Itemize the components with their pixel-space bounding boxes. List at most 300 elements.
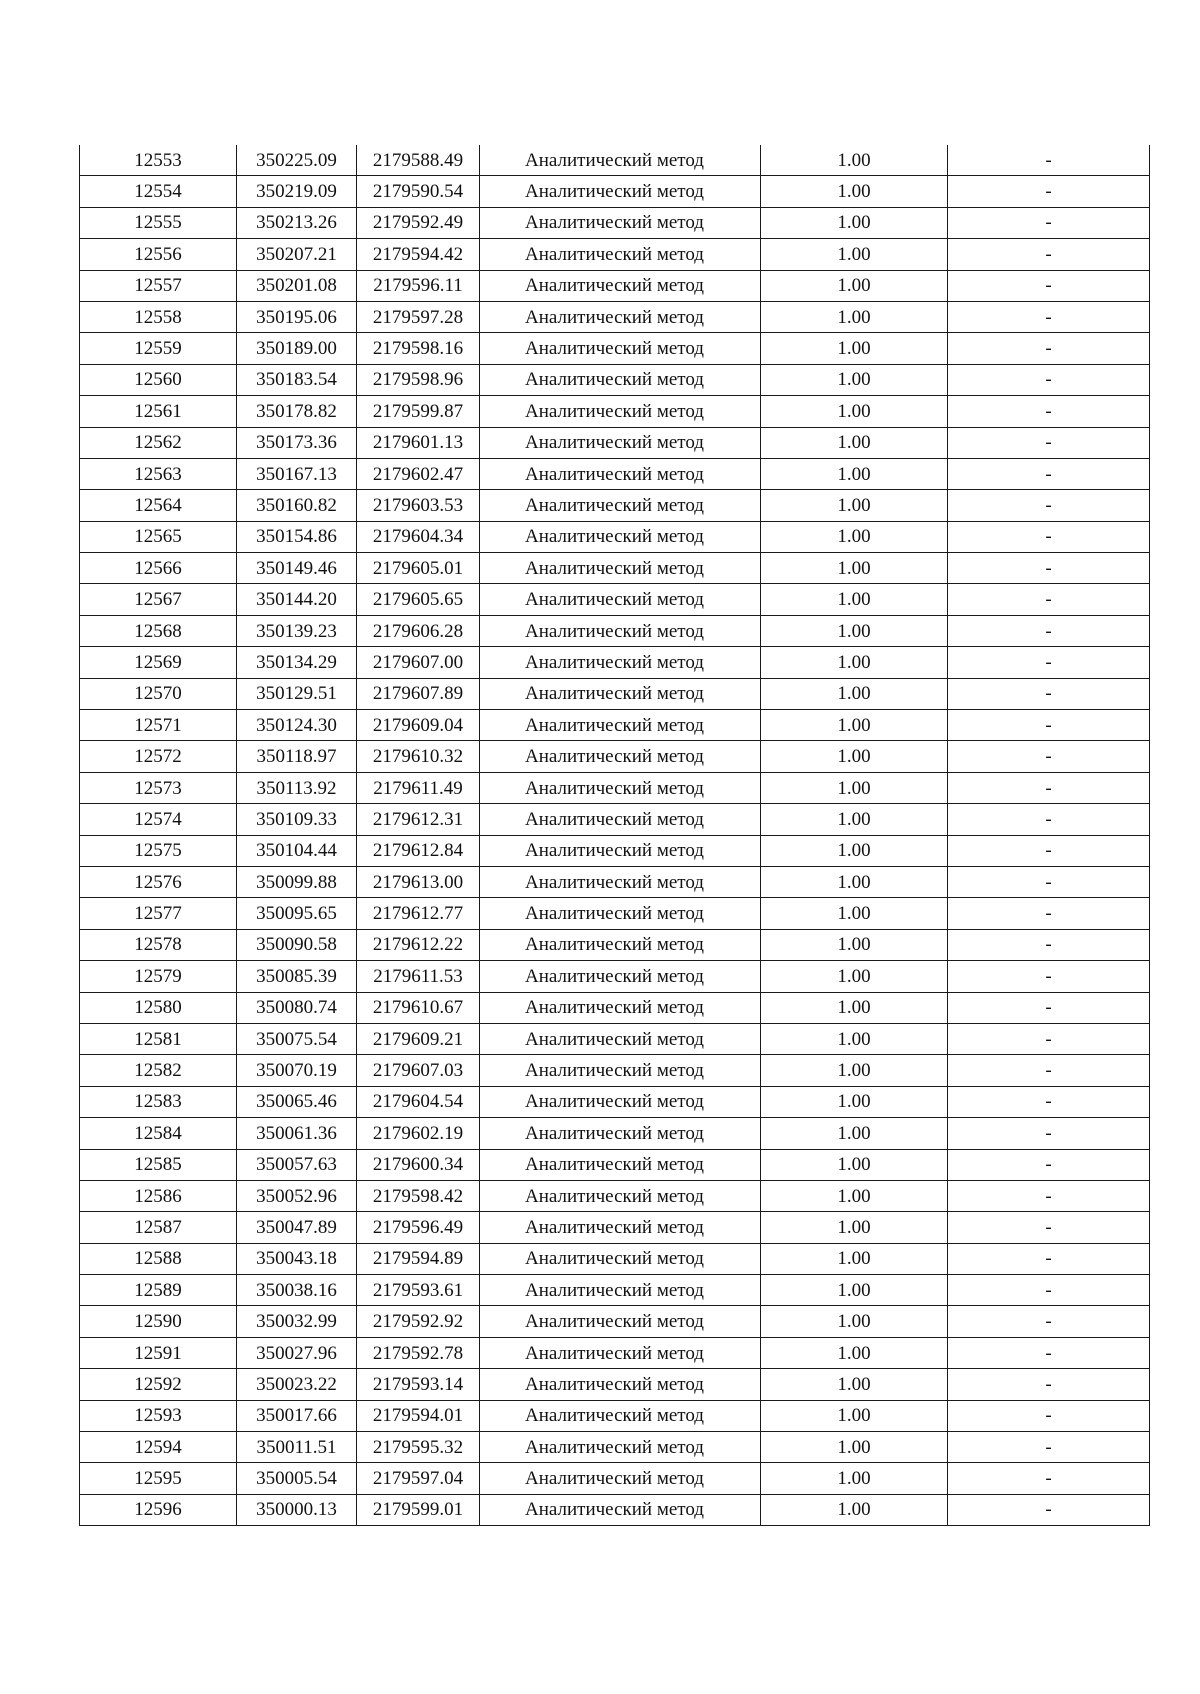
point-number-cell: 12577 <box>80 898 237 929</box>
description-cell: - <box>948 1463 1150 1494</box>
description-cell: - <box>948 615 1150 646</box>
table-row <box>80 866 1150 897</box>
y-coordinate-cell: 2179603.53 <box>357 490 480 521</box>
accuracy-cell: 1.00 <box>761 176 948 207</box>
accuracy-cell: 1.00 <box>761 1494 948 1525</box>
accuracy-cell: 1.00 <box>761 458 948 489</box>
accuracy-cell: 1.00 <box>761 741 948 772</box>
table-row <box>80 992 1150 1023</box>
table-row <box>80 239 1150 270</box>
table-row <box>80 961 1150 992</box>
y-coordinate-cell: 2179611.53 <box>357 961 480 992</box>
x-coordinate-cell: 350213.26 <box>237 207 357 238</box>
table-row <box>80 301 1150 332</box>
description-cell: - <box>948 396 1150 427</box>
table-row <box>80 1463 1150 1494</box>
x-coordinate-cell: 350154.86 <box>237 521 357 552</box>
description-cell: - <box>948 1306 1150 1337</box>
point-number-cell: 12563 <box>80 458 237 489</box>
method-cell: Аналитический метод <box>480 710 761 741</box>
method-cell: Аналитический метод <box>480 615 761 646</box>
point-number-cell: 12595 <box>80 1463 237 1494</box>
accuracy-cell: 1.00 <box>761 1023 948 1054</box>
point-number-cell: 12591 <box>80 1337 237 1368</box>
y-coordinate-cell: 2179594.01 <box>357 1400 480 1431</box>
accuracy-cell: 1.00 <box>761 207 948 238</box>
x-coordinate-cell: 350183.54 <box>237 364 357 395</box>
y-coordinate-cell: 2179609.04 <box>357 710 480 741</box>
x-coordinate-cell: 350118.97 <box>237 741 357 772</box>
accuracy-cell: 1.00 <box>761 1463 948 1494</box>
table-row <box>80 1055 1150 1086</box>
point-number-cell: 12581 <box>80 1023 237 1054</box>
description-cell: - <box>948 835 1150 866</box>
method-cell: Аналитический метод <box>480 553 761 584</box>
description-cell: - <box>948 427 1150 458</box>
x-coordinate-cell: 350178.82 <box>237 396 357 427</box>
table-row <box>80 521 1150 552</box>
description-cell: - <box>948 1400 1150 1431</box>
table-row <box>80 835 1150 866</box>
method-cell: Аналитический метод <box>480 333 761 364</box>
point-number-cell: 12557 <box>80 270 237 301</box>
description-cell: - <box>948 772 1150 803</box>
y-coordinate-cell: 2179593.61 <box>357 1275 480 1306</box>
description-cell: - <box>948 741 1150 772</box>
point-number-cell: 12573 <box>80 772 237 803</box>
table-row <box>80 1243 1150 1274</box>
table-row <box>80 270 1150 301</box>
point-number-cell: 12592 <box>80 1369 237 1400</box>
accuracy-cell: 1.00 <box>761 804 948 835</box>
x-coordinate-cell: 350000.13 <box>237 1494 357 1525</box>
table-row <box>80 710 1150 741</box>
method-cell: Аналитический метод <box>480 396 761 427</box>
method-cell: Аналитический метод <box>480 584 761 615</box>
method-cell: Аналитический метод <box>480 1086 761 1117</box>
y-coordinate-cell: 2179588.49 <box>357 145 480 176</box>
description-cell: - <box>948 1337 1150 1368</box>
point-number-cell: 12554 <box>80 176 237 207</box>
point-number-cell: 12564 <box>80 490 237 521</box>
x-coordinate-cell: 350134.29 <box>237 647 357 678</box>
point-number-cell: 12588 <box>80 1243 237 1274</box>
accuracy-cell: 1.00 <box>761 1432 948 1463</box>
y-coordinate-cell: 2179604.34 <box>357 521 480 552</box>
description-cell: - <box>948 239 1150 270</box>
accuracy-cell: 1.00 <box>761 521 948 552</box>
method-cell: Аналитический метод <box>480 364 761 395</box>
method-cell: Аналитический метод <box>480 1463 761 1494</box>
x-coordinate-cell: 350207.21 <box>237 239 357 270</box>
method-cell: Аналитический метод <box>480 866 761 897</box>
y-coordinate-cell: 2179599.87 <box>357 396 480 427</box>
method-cell: Аналитический метод <box>480 678 761 709</box>
point-number-cell: 12562 <box>80 427 237 458</box>
table-row <box>80 772 1150 803</box>
description-cell: - <box>948 992 1150 1023</box>
description-cell: - <box>948 1275 1150 1306</box>
point-number-cell: 12569 <box>80 647 237 678</box>
point-number-cell: 12594 <box>80 1432 237 1463</box>
accuracy-cell: 1.00 <box>761 866 948 897</box>
description-cell: - <box>948 333 1150 364</box>
description-cell: - <box>948 145 1150 176</box>
x-coordinate-cell: 350195.06 <box>237 301 357 332</box>
description-cell: - <box>948 1055 1150 1086</box>
accuracy-cell: 1.00 <box>761 553 948 584</box>
method-cell: Аналитический метод <box>480 647 761 678</box>
table-row <box>80 1306 1150 1337</box>
method-cell: Аналитический метод <box>480 270 761 301</box>
description-cell: - <box>948 521 1150 552</box>
x-coordinate-cell: 350201.08 <box>237 270 357 301</box>
accuracy-cell: 1.00 <box>761 992 948 1023</box>
table-row <box>80 929 1150 960</box>
table-row <box>80 427 1150 458</box>
y-coordinate-cell: 2179602.19 <box>357 1118 480 1149</box>
description-cell: - <box>948 584 1150 615</box>
table-row <box>80 1494 1150 1525</box>
y-coordinate-cell: 2179606.28 <box>357 615 480 646</box>
accuracy-cell: 1.00 <box>761 145 948 176</box>
x-coordinate-cell: 350047.89 <box>237 1212 357 1243</box>
y-coordinate-cell: 2179605.65 <box>357 584 480 615</box>
x-coordinate-cell: 350070.19 <box>237 1055 357 1086</box>
point-number-cell: 12583 <box>80 1086 237 1117</box>
y-coordinate-cell: 2179592.78 <box>357 1337 480 1368</box>
coordinates-table <box>79 145 1150 1526</box>
x-coordinate-cell: 350023.22 <box>237 1369 357 1400</box>
table-row <box>80 207 1150 238</box>
point-number-cell: 12559 <box>80 333 237 364</box>
x-coordinate-cell: 350113.92 <box>237 772 357 803</box>
table-row <box>80 647 1150 678</box>
y-coordinate-cell: 2179612.31 <box>357 804 480 835</box>
description-cell: - <box>948 710 1150 741</box>
table-row <box>80 145 1150 176</box>
point-number-cell: 12586 <box>80 1180 237 1211</box>
x-coordinate-cell: 350061.36 <box>237 1118 357 1149</box>
y-coordinate-cell: 2179602.47 <box>357 458 480 489</box>
table-row <box>80 1432 1150 1463</box>
table-row <box>80 176 1150 207</box>
table-row <box>80 804 1150 835</box>
point-number-cell: 12558 <box>80 301 237 332</box>
accuracy-cell: 1.00 <box>761 396 948 427</box>
x-coordinate-cell: 350011.51 <box>237 1432 357 1463</box>
table-row <box>80 1212 1150 1243</box>
description-cell: - <box>948 1023 1150 1054</box>
x-coordinate-cell: 350052.96 <box>237 1180 357 1211</box>
method-cell: Аналитический метод <box>480 145 761 176</box>
table-row <box>80 553 1150 584</box>
accuracy-cell: 1.00 <box>761 615 948 646</box>
accuracy-cell: 1.00 <box>761 961 948 992</box>
accuracy-cell: 1.00 <box>761 1275 948 1306</box>
x-coordinate-cell: 350189.00 <box>237 333 357 364</box>
x-coordinate-cell: 350038.16 <box>237 1275 357 1306</box>
y-coordinate-cell: 2179607.03 <box>357 1055 480 1086</box>
description-cell: - <box>948 804 1150 835</box>
method-cell: Аналитический метод <box>480 521 761 552</box>
x-coordinate-cell: 350095.65 <box>237 898 357 929</box>
y-coordinate-cell: 2179598.96 <box>357 364 480 395</box>
method-cell: Аналитический метод <box>480 1432 761 1463</box>
x-coordinate-cell: 350149.46 <box>237 553 357 584</box>
y-coordinate-cell: 2179594.89 <box>357 1243 480 1274</box>
point-number-cell: 12567 <box>80 584 237 615</box>
accuracy-cell: 1.00 <box>761 301 948 332</box>
accuracy-cell: 1.00 <box>761 1337 948 1368</box>
x-coordinate-cell: 350075.54 <box>237 1023 357 1054</box>
table-row <box>80 1275 1150 1306</box>
y-coordinate-cell: 2179613.00 <box>357 866 480 897</box>
y-coordinate-cell: 2179605.01 <box>357 553 480 584</box>
x-coordinate-cell: 350124.30 <box>237 710 357 741</box>
point-number-cell: 12578 <box>80 929 237 960</box>
method-cell: Аналитический метод <box>480 1275 761 1306</box>
y-coordinate-cell: 2179601.13 <box>357 427 480 458</box>
method-cell: Аналитический метод <box>480 301 761 332</box>
accuracy-cell: 1.00 <box>761 490 948 521</box>
point-number-cell: 12582 <box>80 1055 237 1086</box>
table-row <box>80 1023 1150 1054</box>
method-cell: Аналитический метод <box>480 1306 761 1337</box>
table-row <box>80 1369 1150 1400</box>
point-number-cell: 12575 <box>80 835 237 866</box>
point-number-cell: 12574 <box>80 804 237 835</box>
point-number-cell: 12593 <box>80 1400 237 1431</box>
description-cell: - <box>948 866 1150 897</box>
table-row <box>80 584 1150 615</box>
method-cell: Аналитический метод <box>480 992 761 1023</box>
x-coordinate-cell: 350167.13 <box>237 458 357 489</box>
x-coordinate-cell: 350225.09 <box>237 145 357 176</box>
y-coordinate-cell: 2179599.01 <box>357 1494 480 1525</box>
point-number-cell: 12585 <box>80 1149 237 1180</box>
table-row <box>80 1400 1150 1431</box>
y-coordinate-cell: 2179600.34 <box>357 1149 480 1180</box>
accuracy-cell: 1.00 <box>761 678 948 709</box>
y-coordinate-cell: 2179592.92 <box>357 1306 480 1337</box>
y-coordinate-cell: 2179594.42 <box>357 239 480 270</box>
accuracy-cell: 1.00 <box>761 929 948 960</box>
description-cell: - <box>948 1494 1150 1525</box>
table-row <box>80 678 1150 709</box>
accuracy-cell: 1.00 <box>761 1243 948 1274</box>
method-cell: Аналитический метод <box>480 961 761 992</box>
point-number-cell: 12553 <box>80 145 237 176</box>
point-number-cell: 12568 <box>80 615 237 646</box>
accuracy-cell: 1.00 <box>761 772 948 803</box>
x-coordinate-cell: 350104.44 <box>237 835 357 866</box>
accuracy-cell: 1.00 <box>761 1180 948 1211</box>
y-coordinate-cell: 2179597.04 <box>357 1463 480 1494</box>
point-number-cell: 12561 <box>80 396 237 427</box>
method-cell: Аналитический метод <box>480 835 761 866</box>
point-number-cell: 12572 <box>80 741 237 772</box>
method-cell: Аналитический метод <box>480 427 761 458</box>
description-cell: - <box>948 1432 1150 1463</box>
method-cell: Аналитический метод <box>480 1023 761 1054</box>
method-cell: Аналитический метод <box>480 458 761 489</box>
y-coordinate-cell: 2179598.42 <box>357 1180 480 1211</box>
accuracy-cell: 1.00 <box>761 584 948 615</box>
accuracy-cell: 1.00 <box>761 1400 948 1431</box>
x-coordinate-cell: 350099.88 <box>237 866 357 897</box>
accuracy-cell: 1.00 <box>761 1306 948 1337</box>
description-cell: - <box>948 1212 1150 1243</box>
method-cell: Аналитический метод <box>480 1055 761 1086</box>
point-number-cell: 12579 <box>80 961 237 992</box>
accuracy-cell: 1.00 <box>761 1055 948 1086</box>
description-cell: - <box>948 364 1150 395</box>
method-cell: Аналитический метод <box>480 898 761 929</box>
x-coordinate-cell: 350032.99 <box>237 1306 357 1337</box>
description-cell: - <box>948 553 1150 584</box>
x-coordinate-cell: 350139.23 <box>237 615 357 646</box>
y-coordinate-cell: 2179592.49 <box>357 207 480 238</box>
y-coordinate-cell: 2179612.84 <box>357 835 480 866</box>
y-coordinate-cell: 2179610.67 <box>357 992 480 1023</box>
accuracy-cell: 1.00 <box>761 270 948 301</box>
description-cell: - <box>948 458 1150 489</box>
y-coordinate-cell: 2179611.49 <box>357 772 480 803</box>
y-coordinate-cell: 2179590.54 <box>357 176 480 207</box>
table-row <box>80 1337 1150 1368</box>
x-coordinate-cell: 350027.96 <box>237 1337 357 1368</box>
description-cell: - <box>948 1243 1150 1274</box>
description-cell: - <box>948 929 1150 960</box>
y-coordinate-cell: 2179596.49 <box>357 1212 480 1243</box>
description-cell: - <box>948 1149 1150 1180</box>
y-coordinate-cell: 2179612.22 <box>357 929 480 960</box>
table-row <box>80 396 1150 427</box>
accuracy-cell: 1.00 <box>761 710 948 741</box>
table-row <box>80 1086 1150 1117</box>
point-number-cell: 12576 <box>80 866 237 897</box>
accuracy-cell: 1.00 <box>761 835 948 866</box>
description-cell: - <box>948 961 1150 992</box>
accuracy-cell: 1.00 <box>761 1118 948 1149</box>
table-row <box>80 1149 1150 1180</box>
x-coordinate-cell: 350065.46 <box>237 1086 357 1117</box>
table-row <box>80 741 1150 772</box>
method-cell: Аналитический метод <box>480 176 761 207</box>
point-number-cell: 12584 <box>80 1118 237 1149</box>
method-cell: Аналитический метод <box>480 207 761 238</box>
x-coordinate-cell: 350219.09 <box>237 176 357 207</box>
point-number-cell: 12571 <box>80 710 237 741</box>
accuracy-cell: 1.00 <box>761 239 948 270</box>
description-cell: - <box>948 1118 1150 1149</box>
table-row <box>80 490 1150 521</box>
coordinates-table-body <box>80 145 1150 1526</box>
accuracy-cell: 1.00 <box>761 427 948 458</box>
y-coordinate-cell: 2179607.00 <box>357 647 480 678</box>
table-row <box>80 458 1150 489</box>
table-row <box>80 1180 1150 1211</box>
accuracy-cell: 1.00 <box>761 898 948 929</box>
method-cell: Аналитический метод <box>480 772 761 803</box>
y-coordinate-cell: 2179609.21 <box>357 1023 480 1054</box>
y-coordinate-cell: 2179596.11 <box>357 270 480 301</box>
point-number-cell: 12580 <box>80 992 237 1023</box>
point-number-cell: 12589 <box>80 1275 237 1306</box>
description-cell: - <box>948 647 1150 678</box>
description-cell: - <box>948 270 1150 301</box>
description-cell: - <box>948 207 1150 238</box>
y-coordinate-cell: 2179607.89 <box>357 678 480 709</box>
point-number-cell: 12590 <box>80 1306 237 1337</box>
point-number-cell: 12555 <box>80 207 237 238</box>
x-coordinate-cell: 350005.54 <box>237 1463 357 1494</box>
point-number-cell: 12560 <box>80 364 237 395</box>
description-cell: - <box>948 1369 1150 1400</box>
x-coordinate-cell: 350057.63 <box>237 1149 357 1180</box>
method-cell: Аналитический метод <box>480 490 761 521</box>
method-cell: Аналитический метод <box>480 1494 761 1525</box>
point-number-cell: 12566 <box>80 553 237 584</box>
description-cell: - <box>948 176 1150 207</box>
description-cell: - <box>948 1180 1150 1211</box>
y-coordinate-cell: 2179598.16 <box>357 333 480 364</box>
x-coordinate-cell: 350129.51 <box>237 678 357 709</box>
table-row <box>80 1118 1150 1149</box>
method-cell: Аналитический метод <box>480 1118 761 1149</box>
accuracy-cell: 1.00 <box>761 1369 948 1400</box>
method-cell: Аналитический метод <box>480 1400 761 1431</box>
description-cell: - <box>948 1086 1150 1117</box>
point-number-cell: 12596 <box>80 1494 237 1525</box>
point-number-cell: 12570 <box>80 678 237 709</box>
method-cell: Аналитический метод <box>480 1212 761 1243</box>
table-row <box>80 615 1150 646</box>
accuracy-cell: 1.00 <box>761 333 948 364</box>
accuracy-cell: 1.00 <box>761 364 948 395</box>
x-coordinate-cell: 350173.36 <box>237 427 357 458</box>
y-coordinate-cell: 2179612.77 <box>357 898 480 929</box>
x-coordinate-cell: 350160.82 <box>237 490 357 521</box>
method-cell: Аналитический метод <box>480 804 761 835</box>
x-coordinate-cell: 350090.58 <box>237 929 357 960</box>
method-cell: Аналитический метод <box>480 1149 761 1180</box>
accuracy-cell: 1.00 <box>761 1149 948 1180</box>
description-cell: - <box>948 490 1150 521</box>
x-coordinate-cell: 350085.39 <box>237 961 357 992</box>
method-cell: Аналитический метод <box>480 1180 761 1211</box>
point-number-cell: 12587 <box>80 1212 237 1243</box>
method-cell: Аналитический метод <box>480 929 761 960</box>
accuracy-cell: 1.00 <box>761 647 948 678</box>
x-coordinate-cell: 350080.74 <box>237 992 357 1023</box>
method-cell: Аналитический метод <box>480 239 761 270</box>
x-coordinate-cell: 350017.66 <box>237 1400 357 1431</box>
accuracy-cell: 1.00 <box>761 1212 948 1243</box>
accuracy-cell: 1.00 <box>761 1086 948 1117</box>
y-coordinate-cell: 2179597.28 <box>357 301 480 332</box>
table-row <box>80 333 1150 364</box>
method-cell: Аналитический метод <box>480 1243 761 1274</box>
y-coordinate-cell: 2179593.14 <box>357 1369 480 1400</box>
x-coordinate-cell: 350144.20 <box>237 584 357 615</box>
point-number-cell: 12556 <box>80 239 237 270</box>
y-coordinate-cell: 2179595.32 <box>357 1432 480 1463</box>
description-cell: - <box>948 898 1150 929</box>
table-row <box>80 898 1150 929</box>
x-coordinate-cell: 350043.18 <box>237 1243 357 1274</box>
